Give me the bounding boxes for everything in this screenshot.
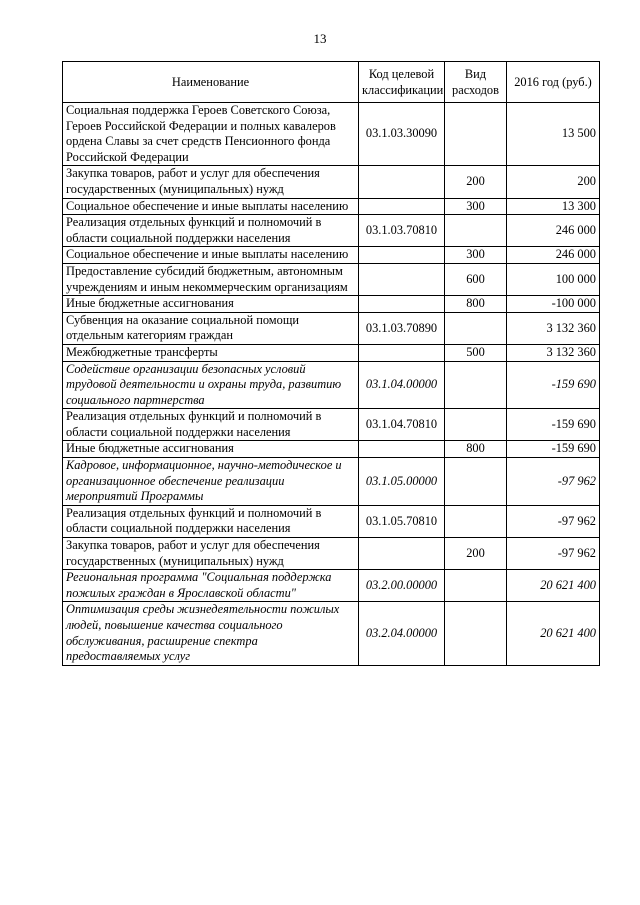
- header-kind: Вид расходов: [445, 62, 507, 103]
- row-code-cell: [359, 538, 445, 570]
- row-name-cell: Региональная программа "Социальная поддержка пожилых граждан в Ярославской области": [63, 570, 359, 602]
- row-kind-cell: [445, 505, 507, 537]
- budget-table: [62, 61, 600, 666]
- row-code-cell: [359, 198, 445, 215]
- row-code-cell: [359, 247, 445, 264]
- row-kind-cell: 600: [445, 263, 507, 295]
- row-code-cell: [359, 296, 445, 313]
- row-name-cell: Содействие организации безопасных условий трудовой деятельности и охраны труда, развитию социального партнерства: [63, 361, 359, 409]
- row-kind-cell: [445, 215, 507, 247]
- row-code-cell: 03.1.04.70810: [359, 409, 445, 441]
- row-code-cell: 03.2.04.00000: [359, 602, 445, 665]
- row-amount-cell: -159 690: [507, 409, 600, 441]
- row-code-cell: [359, 263, 445, 295]
- row-amount-cell: 20 621 400: [507, 570, 600, 602]
- table-row: [63, 441, 600, 458]
- row-code-cell: [359, 166, 445, 198]
- row-name-cell: Кадровое, информационное, научно-методическое и организационное обеспечение реализации мероприятий Программы: [63, 458, 359, 506]
- row-amount-cell: 246 000: [507, 215, 600, 247]
- row-kind-cell: 200: [445, 166, 507, 198]
- row-code-cell: [359, 344, 445, 361]
- row-name-cell: Социальная поддержка Героев Советского Союза, Героев Российской Федерации и полных кавалеров ордена Славы за счет средств Пенсионного фонда Российской Федерации: [63, 103, 359, 166]
- header-amount: 2016 год (руб.): [507, 62, 600, 103]
- row-name-cell: Реализация отдельных функций и полномочий в области социальной поддержки населения: [63, 215, 359, 247]
- row-code-cell: 03.1.04.00000: [359, 361, 445, 409]
- row-kind-cell: [445, 361, 507, 409]
- row-amount-cell: 3 132 360: [507, 344, 600, 361]
- row-name-cell: Реализация отдельных функций и полномочий в области социальной поддержки населения: [63, 409, 359, 441]
- row-kind-cell: [445, 409, 507, 441]
- row-amount-cell: 100 000: [507, 263, 600, 295]
- row-amount-cell: -97 962: [507, 538, 600, 570]
- table-row: [63, 103, 600, 166]
- row-amount-cell: 3 132 360: [507, 312, 600, 344]
- row-name-cell: Межбюджетные трансферты: [63, 344, 359, 361]
- header-code: Код целевой классификации: [359, 62, 445, 103]
- row-kind-cell: [445, 458, 507, 506]
- row-amount-cell: 13 500: [507, 103, 600, 166]
- table-row: [63, 296, 600, 313]
- row-name-cell: Социальное обеспечение и иные выплаты населению: [63, 198, 359, 215]
- row-kind-cell: 300: [445, 198, 507, 215]
- table-row: [63, 409, 600, 441]
- row-code-cell: [359, 441, 445, 458]
- row-code-cell: 03.1.05.70810: [359, 505, 445, 537]
- row-kind-cell: 300: [445, 247, 507, 264]
- header-name: Наименование: [63, 62, 359, 103]
- row-kind-cell: [445, 103, 507, 166]
- row-code-cell: 03.1.03.70890: [359, 312, 445, 344]
- row-code-cell: 03.1.03.70810: [359, 215, 445, 247]
- row-name-cell: Социальное обеспечение и иные выплаты населению: [63, 247, 359, 264]
- row-amount-cell: -159 690: [507, 361, 600, 409]
- row-name-cell: Закупка товаров, работ и услуг для обеспечения государственных (муниципальных) нужд: [63, 538, 359, 570]
- row-amount-cell: -97 962: [507, 458, 600, 506]
- table-row: [63, 361, 600, 409]
- row-kind-cell: 800: [445, 296, 507, 313]
- table-row: [63, 570, 600, 602]
- table-row: [63, 505, 600, 537]
- table-row: [63, 458, 600, 506]
- table-row: [63, 166, 600, 198]
- row-amount-cell: 246 000: [507, 247, 600, 264]
- row-name-cell: Оптимизация среды жизнедеятельности пожилых людей, повышение качества социального обслуживания, расширение спектра предоставляемых услуг: [63, 602, 359, 665]
- table-row: [63, 198, 600, 215]
- row-amount-cell: 13 300: [507, 198, 600, 215]
- table-row: [63, 263, 600, 295]
- table-header-row: [63, 62, 600, 103]
- row-code-cell: 03.1.05.00000: [359, 458, 445, 506]
- table-row: [63, 312, 600, 344]
- row-name-cell: Иные бюджетные ассигнования: [63, 441, 359, 458]
- row-code-cell: 03.1.03.30090: [359, 103, 445, 166]
- row-name-cell: Предоставление субсидий бюджетным, автономным учреждениям и иным некоммерческим организациям: [63, 263, 359, 295]
- row-kind-cell: [445, 602, 507, 665]
- row-amount-cell: 200: [507, 166, 600, 198]
- row-kind-cell: 800: [445, 441, 507, 458]
- table-row: [63, 538, 600, 570]
- row-name-cell: Иные бюджетные ассигнования: [63, 296, 359, 313]
- row-amount-cell: -159 690: [507, 441, 600, 458]
- page-number: 13: [313, 31, 327, 46]
- table-row: [63, 344, 600, 361]
- row-code-cell: 03.2.00.00000: [359, 570, 445, 602]
- row-kind-cell: 200: [445, 538, 507, 570]
- row-amount-cell: -100 000: [507, 296, 600, 313]
- table-row: [63, 602, 600, 665]
- table-row: [63, 247, 600, 264]
- row-kind-cell: [445, 312, 507, 344]
- row-kind-cell: [445, 570, 507, 602]
- row-name-cell: Реализация отдельных функций и полномочий в области социальной поддержки населения: [63, 505, 359, 537]
- row-amount-cell: 20 621 400: [507, 602, 600, 665]
- table-row: [63, 215, 600, 247]
- row-name-cell: Закупка товаров, работ и услуг для обеспечения государственных (муниципальных) нужд: [63, 166, 359, 198]
- row-name-cell: Субвенция на оказание социальной помощи отдельным категориям граждан: [63, 312, 359, 344]
- row-amount-cell: -97 962: [507, 505, 600, 537]
- row-kind-cell: 500: [445, 344, 507, 361]
